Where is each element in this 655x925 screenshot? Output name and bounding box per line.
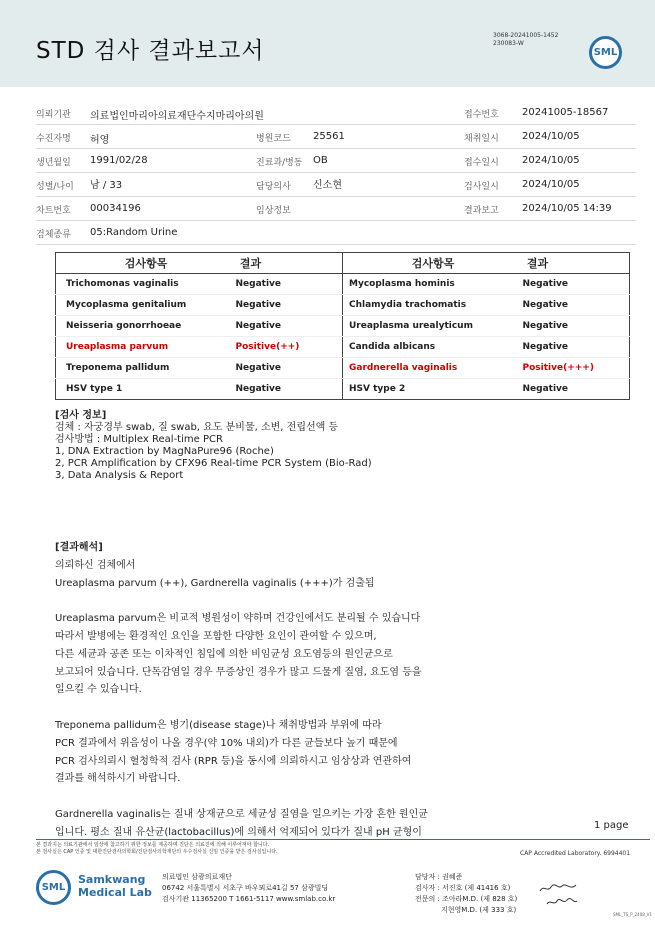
info-row-institution <box>36 101 636 125</box>
interpretation-title: [결과해석] <box>55 542 103 553</box>
company-name <box>78 873 152 899</box>
accept-date-label: 접수일시 <box>464 158 499 168</box>
interpretation-line: PCR 검사의뢰시 혈청학적 검사 (RPR 등)을 동시에 의뢰하시고 임상상과 연관하여 <box>55 755 412 767</box>
interpretation-line: Treponema pallidum은 병기(disease stage)나 채취방법과 부위에 따라 <box>55 719 382 731</box>
staff-line: 전문의 : 조아라M.D. (제 828 호) <box>415 895 518 903</box>
test-result: Negative <box>523 379 630 400</box>
interpretation-line: 입니다. 평소 질내 유산균(lactobacillus)에 의해서 억제되어 있다가 질내 pH 균형이 <box>55 826 422 838</box>
table-row <box>56 358 630 379</box>
company-name-line1: Samkwang <box>78 873 146 886</box>
accept-date-value: 2024/10/05 <box>522 155 580 166</box>
dept-value: OB <box>313 155 328 166</box>
doctor-value: 신소현 <box>313 180 342 191</box>
sex-age-label: 성별/나이 <box>36 182 74 192</box>
header-result-left: 결과 <box>239 257 262 270</box>
test-result: Negative <box>523 337 630 358</box>
results-header-left <box>56 253 343 274</box>
page-number: 1 page <box>594 820 629 831</box>
report-header <box>0 0 655 87</box>
test-name: HSV type 1 <box>56 379 236 400</box>
form-code: SML_TS_P_2408_V1 <box>613 912 653 917</box>
interpretation-line: 결과를 해석하시기 바랍니다. <box>55 773 181 785</box>
test-result: Negative <box>236 316 343 337</box>
sml-logo: SML <box>589 36 622 69</box>
disclaimer-line: 본 결과지는 의료기관에서 임상에 참고하기 위한 정보를 제공하며 진단은 의료진에 의해 이루어져야 합니다. <box>36 842 270 848</box>
test-result-positive: Positive(++) <box>236 337 343 358</box>
table-row <box>56 274 630 295</box>
test-name-positive: Gardnerella vaginalis <box>343 358 523 379</box>
report-date-label: 결과보고 <box>464 206 499 216</box>
chart-label: 차트번호 <box>36 206 71 216</box>
results-header-row <box>56 253 630 274</box>
test-name: Mycoplasma hominis <box>343 274 523 295</box>
test-name-positive: Ureaplasma parvum <box>56 337 236 358</box>
results-table <box>55 252 630 400</box>
staff-info <box>415 872 517 916</box>
document-code-1: 3068-20241005-1452 <box>493 32 559 39</box>
company-name-line2: Medical Lab <box>78 886 152 899</box>
test-name: Neisseria gonorrhoeae <box>56 316 236 337</box>
collect-date-label: 채취일시 <box>464 134 499 144</box>
test-result: Negative <box>523 316 630 337</box>
header-result-right: 결과 <box>526 257 549 270</box>
footer-disclaimer <box>36 842 278 856</box>
patient-info <box>36 101 636 245</box>
hospital-code-value: 25561 <box>313 131 345 142</box>
test-result: Negative <box>523 274 630 295</box>
results-header-right <box>343 253 630 274</box>
test-name: Ureaplasma urealyticum <box>343 316 523 337</box>
header-item-left: 검사항목 <box>124 257 168 270</box>
institution-label: 의뢰기관 <box>36 110 71 120</box>
signature-2 <box>545 896 579 908</box>
birth-label: 생년월일 <box>36 158 71 168</box>
receipt-no-label: 접수번호 <box>464 110 499 120</box>
test-name: Chlamydia trachomatis <box>343 295 523 316</box>
exam-info-line: 검체 : 자궁경부 swab, 질 swab, 요도 분비물, 소변, 전립선액 등 <box>55 422 339 433</box>
collect-date-value: 2024/10/05 <box>522 131 580 142</box>
info-row-specimen <box>36 221 636 245</box>
test-name: Trichomonas vaginalis <box>56 274 236 295</box>
test-result: Negative <box>523 295 630 316</box>
exam-info-title: [검사 정보] <box>55 410 107 421</box>
header-item-right: 검사항목 <box>411 257 455 270</box>
specimen-label: 검체종류 <box>36 230 71 240</box>
table-row <box>56 379 630 400</box>
staff-line: 검사자 : 서진호 (제 41416 호) <box>415 884 511 892</box>
address-line: 의료법인 삼광의료재단 <box>162 873 232 881</box>
interpretation-line: 일으킬 수 있습니다. <box>55 684 142 696</box>
interpretation-line: Ureaplasma parvum (++), Gardnerella vaginalis (+++)가 검출됨 <box>55 577 375 589</box>
address-line: 검사기관 11365200 T 1661-5117 www.smlab.co.kr <box>162 895 336 903</box>
test-result: Negative <box>236 274 343 295</box>
company-address <box>162 872 335 905</box>
test-name: HSV type 2 <box>343 379 523 400</box>
report-title: STD 검사 결과보고서 <box>36 38 265 64</box>
test-result: Negative <box>236 358 343 379</box>
disclaimer-line: 본 검사실은 CAP 인증 및 대한진단검사의학회/진단검사의학재단의 우수검사실 신임 인증을 받은 검사실입니다. <box>36 849 278 855</box>
table-row <box>56 337 630 358</box>
name-value: 허영 <box>90 135 110 146</box>
cap-accreditation: CAP Accredited Laboratory. 6994401 <box>520 850 631 857</box>
test-result: Negative <box>236 379 343 400</box>
info-row-sex-age <box>36 173 636 197</box>
dept-label: 진료과/병동 <box>256 158 303 168</box>
table-row <box>56 295 630 316</box>
samkwang-logo: SML <box>36 870 71 905</box>
info-row-chart <box>36 197 636 221</box>
interpretation-line: 보고되어 있습니다. 단독감염일 경우 무증상인 경우가 많고 드물게 질염, 요도염 등을 <box>55 666 422 678</box>
test-date-label: 검사일시 <box>464 182 499 192</box>
test-name: Candida albicans <box>343 337 523 358</box>
interpretation-line: Ureaplasma parvum은 비교적 병원성이 약하며 건강인에서도 분리될 수 있습니다 <box>55 613 421 625</box>
document-code-2: 230083-W <box>493 40 524 47</box>
test-name: Treponema pallidum <box>56 358 236 379</box>
interpretation-line: Gardnerella vaginalis는 질내 상재균으로 세균성 질염을 일으키는 가장 흔한 원인균 <box>55 808 428 820</box>
exam-info-line: 3, Data Analysis & Report <box>55 470 184 481</box>
doctor-label: 담당의사 <box>256 182 291 192</box>
info-row-name <box>36 125 636 149</box>
interpretation-section <box>55 539 635 842</box>
exam-info-line: 검사방법 : Multiplex Real-time PCR <box>55 434 223 445</box>
footer-divider <box>36 839 650 840</box>
document-codes <box>493 32 558 48</box>
chart-value: 00034196 <box>90 203 141 214</box>
exam-info-line: 1, DNA Extraction by MagNaPure96 (Roche) <box>55 446 274 457</box>
interpretation-line: PCR 결과에서 위음성이 나올 경우(약 10% 내외)가 다른 균들보다 높기 때문에 <box>55 737 398 749</box>
address-line: 06742 서울특별시 서초구 바우뫼로41길 57 삼광빌딩 <box>162 884 329 892</box>
sex-age-value: 남 / 33 <box>90 180 123 191</box>
interpretation-line: 의뢰하신 검체에서 <box>55 559 136 571</box>
test-result-positive: Positive(+++) <box>523 358 630 379</box>
institution-value: 의료법인마리아의료재단수지마리아의원 <box>90 111 264 122</box>
interpretation-line: 다른 세균과 공존 또는 이차적인 침입에 의한 비임균성 요도염등의 원인균으로 <box>55 648 393 660</box>
table-row <box>56 316 630 337</box>
receipt-no-value: 20241005-18567 <box>522 107 609 118</box>
specimen-value: 05:Random Urine <box>90 227 178 238</box>
info-row-birth <box>36 149 636 173</box>
test-date-value: 2024/10/05 <box>522 179 580 190</box>
birth-value: 1991/02/28 <box>90 155 148 166</box>
hospital-code-label: 병원코드 <box>256 134 291 144</box>
staff-line: 지현영M.D. (제 333 호) <box>441 906 517 914</box>
report-date-value: 2024/10/05 14:39 <box>522 203 612 214</box>
test-result: Negative <box>236 295 343 316</box>
test-name: Mycoplasma genitalium <box>56 295 236 316</box>
clinical-label: 임상정보 <box>256 206 291 216</box>
staff-line: 담당자 : 권혜준 <box>415 873 463 881</box>
exam-info-section <box>55 410 372 482</box>
exam-info-line: 2, PCR Amplification by CFX96 Real-time PCR System (Bio-Rad) <box>55 458 372 469</box>
interpretation-line: 따라서 발병에는 환경적인 요인을 포함한 다양한 요인이 관여할 수 있으며, <box>55 630 377 642</box>
signature-1 <box>538 882 578 894</box>
name-label: 수진자명 <box>36 134 71 144</box>
